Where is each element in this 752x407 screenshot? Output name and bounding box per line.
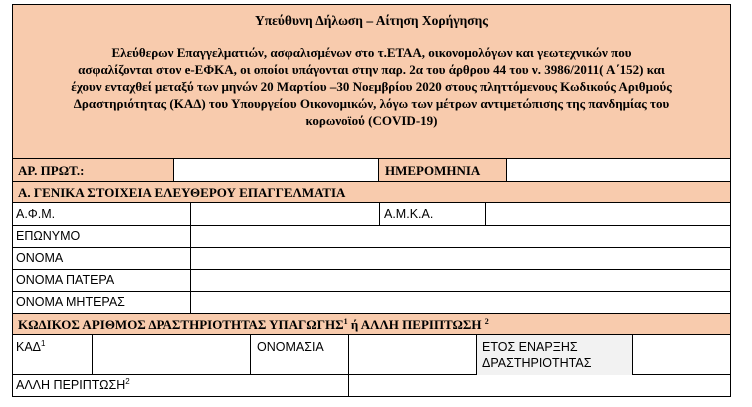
onomasia-input[interactable] <box>349 336 476 374</box>
form-subtitle-line-2: ασφαλίζονται στον e-ΕΦΚΑ, οι οποίοι υπάγονται στην παρ. 2α του άρθρου 44 του ν. 3986/2011( Α΄152) και <box>78 62 665 77</box>
footnote-mark-2: 2 <box>484 317 489 326</box>
mother-name-input[interactable] <box>191 292 730 313</box>
surname-input[interactable] <box>191 226 730 247</box>
footnote-mark-1: 1 <box>343 317 348 326</box>
other-case-label <box>16 378 130 392</box>
afm-input[interactable] <box>191 204 379 225</box>
section-kad-title-text: ΚΩΔΙΚΟΣ ΑΡΙΘΜΟΣ ΔΡΑΣΤΗΡΙΟΤΗΤΑΣ ΥΠΑΓΩΓΗΣ <box>18 317 344 332</box>
amka-input[interactable] <box>486 204 730 225</box>
other-case-input[interactable] <box>349 376 730 397</box>
form-header <box>12 4 731 159</box>
other-case-footnote-mark: 2 <box>125 377 130 386</box>
protocol-label: ΑΡ. ΠΡΩΤ.: <box>18 163 85 178</box>
kad-label <box>16 340 45 354</box>
protocol-number-field[interactable] <box>174 159 379 182</box>
father-name-label: ΟΝΟΜΑ ΠΑΤΕΡΑ <box>16 273 115 287</box>
form-subtitle-line-1: Ελεύθερων Επαγγελματιών, ασφαλισμένων στο τ.ΕΤΑΑ, οικονομολόγων και γεωτεχνικών που <box>111 45 632 60</box>
kad-label-text: ΚΑΔ <box>16 340 42 354</box>
surname-label: ΕΠΩΝΥΜΟ <box>16 229 81 243</box>
amka-label: Α.Μ.Κ.Α. <box>384 207 434 221</box>
mother-name-label: ΟΝΟΜΑ ΜΗΤΕΡΑΣ <box>16 295 125 309</box>
date-field[interactable] <box>507 159 731 182</box>
form-subtitle-line-3: έχουν ενταχθεί μεταξύ των μηνών 20 Μαρτίου –30 Νοεμβρίου 2020 στους πληττόμενους Κωδικούς Αριθμούς <box>71 79 672 94</box>
onomasia-label: ΟΝΟΜΑΣΙΑ <box>257 340 324 354</box>
name-input[interactable] <box>191 248 730 269</box>
form-subtitle-line-4: Δραστηριότητας (ΚΑΔ) του Υπουργείου Οικονομικών, λόγω των μέτρων αντιμετώπισης της πανδημίας του <box>73 96 670 111</box>
afm-label: Α.Φ.Μ. <box>16 207 56 221</box>
form-subtitle-line-5: κορωνοϊού (COVID-19) <box>305 113 438 128</box>
etos-input[interactable] <box>634 336 730 374</box>
father-name-input[interactable] <box>191 270 730 291</box>
etos-label-line-2: ΔΡΑΣΤΗΡΙΟΤΗΤΑΣ <box>482 356 592 370</box>
kad-footnote-mark: 1 <box>41 339 46 348</box>
name-label: ΟΝΟΜΑ <box>16 251 64 265</box>
etos-label-line-1: ΕΤΟΣ ΕΝΑΡΞΗΣ <box>482 340 578 354</box>
section-a-title: Α. ΓΕΝΙΚΑ ΣΤΟΙΧΕΙΑ ΕΛΕΥΘΕΡΟΥ ΕΠΑΓΓΕΛΜΑΤΙΑ <box>18 185 346 200</box>
form-title: Υπεύθυνη Δήλωση – Αίτηση Χορήγησης <box>255 13 488 28</box>
date-label: ΗΜΕΡΟΜΗΝΙΑ <box>385 163 481 178</box>
section-kad-title <box>18 317 489 333</box>
section-kad-title-mid: ή ΑΛΛΗ ΠΕΡΙΠΤΩΣΗ <box>347 317 482 332</box>
other-case-label-text: ΑΛΛΗ ΠΕΡΙΠΤΩΣΗ <box>16 378 126 392</box>
kad-input[interactable] <box>93 336 250 374</box>
